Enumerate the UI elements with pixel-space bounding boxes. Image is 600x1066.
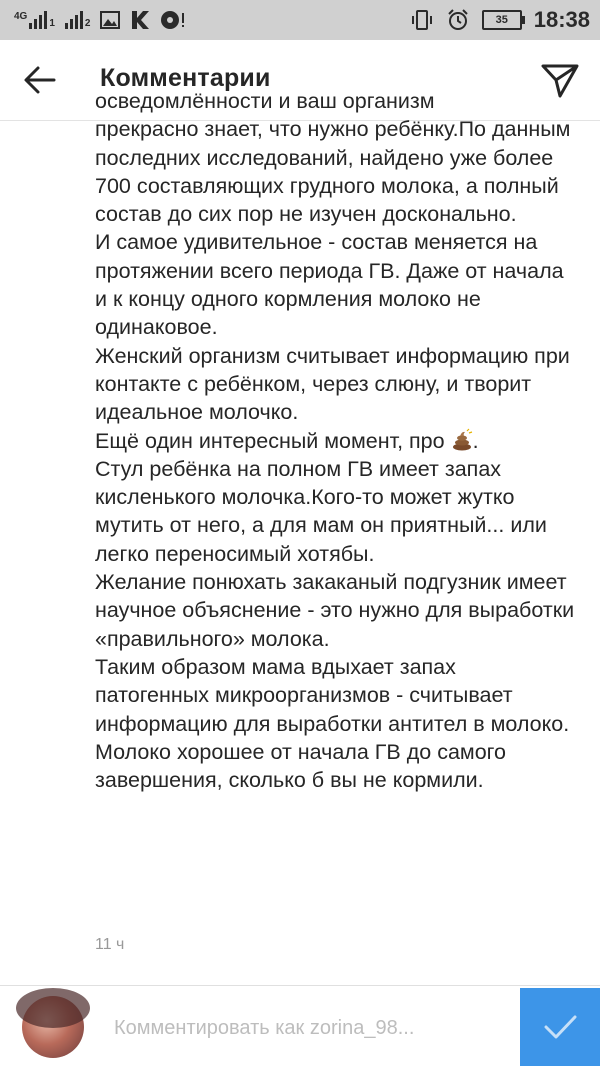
comment-body	[95, 87, 575, 794]
moment-text: Ещё один интересный момент, про	[95, 428, 445, 453]
comment-paragraph: Желание понюхать закаканый подгузник имеет научное объяснение - это нужно для выработки «правильного» молока.	[95, 570, 575, 651]
comment-paragraph: И самое удивительное - состав меняется на протяжении всего периода ГВ. Даже от начала и к концу одного кормления молоко не одинаковое.	[95, 230, 564, 340]
comment-composer	[0, 985, 600, 1066]
signal-icon-sim2	[65, 11, 91, 29]
signal-icon	[14, 11, 55, 29]
arrow-left-icon[interactable]	[22, 62, 58, 98]
moment-end: .	[472, 428, 479, 453]
comment-paragraph: прекрасно знает, что нужно ребёнку.По данным последних исследований, найдено уже более 700 составляющих грудного молока, а полный состав до сих пор не изучен досконально.	[95, 117, 571, 227]
comment-input[interactable]	[112, 1010, 506, 1046]
image-icon	[100, 11, 120, 29]
comment-thread	[0, 89, 600, 981]
submit-comment-button[interactable]	[520, 988, 600, 1066]
page-title: Комментарии	[100, 64, 271, 92]
comment-paragraph-moment	[95, 427, 575, 455]
comment-paragraph: Таким образом мама вдыхает запах патогенных микроорганизмов - считывает информацию для выработки антител в молоко.	[95, 654, 570, 736]
sim1-label: 1	[49, 18, 55, 29]
comment-paragraph: Молоко хорошее от начала ГВ до самого завершения, сколько б вы не кормили.	[95, 739, 506, 793]
comment-paragraph: Женский организм считывает информацию при контакте с ребёнком, через слюну, и творит идеальное молочко.	[95, 343, 570, 425]
comment-timestamp[interactable]: 11 ч	[95, 936, 125, 953]
battery-icon: 35	[482, 10, 522, 30]
comment-paragraph: осведомлённости и ваш организм	[95, 89, 435, 113]
comment-paragraph: Стул ребёнка на полном ГВ имеет запах кисленького молочка.Кого-то может жутко мутить от него, а для мам он приятный... или легко переносимый хотябы.	[95, 456, 547, 566]
k-app-icon	[130, 10, 150, 30]
alarm-icon	[446, 8, 470, 32]
network-type: 4G	[14, 11, 28, 22]
vibrate-icon	[410, 8, 434, 32]
sim2-label: 2	[84, 18, 91, 29]
status-time: 18:38	[533, 7, 590, 32]
alert-icon	[160, 9, 186, 31]
avatar	[22, 996, 84, 1058]
status-bar	[0, 0, 600, 40]
poop-emoji	[451, 429, 473, 451]
checkmark-icon	[540, 1006, 580, 1046]
